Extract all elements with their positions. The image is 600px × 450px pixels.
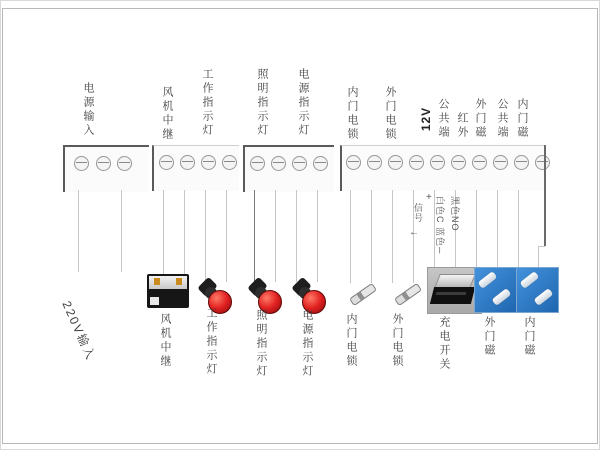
wire xyxy=(350,190,351,283)
screw-terminal xyxy=(117,156,132,171)
wire xyxy=(538,246,539,267)
wire xyxy=(476,190,477,267)
outer-door-lock-icon xyxy=(389,281,425,307)
top-label-lighting-lamp: 照明指示灯 xyxy=(256,68,268,138)
plus-annotation: + xyxy=(426,192,432,203)
bottom-label-220v-input: 220V输入 xyxy=(59,298,99,364)
screw-terminal xyxy=(493,155,508,170)
outer-door-magnet-icon xyxy=(474,267,517,313)
wire xyxy=(518,190,519,267)
screw-terminal xyxy=(367,155,382,170)
relay-contact xyxy=(154,278,160,285)
screw-terminal xyxy=(451,155,466,170)
screw-terminal xyxy=(222,155,237,170)
wire xyxy=(163,190,164,275)
bottom-label-outer-magnet: 外门磁 xyxy=(483,316,495,358)
inner-door-magnet-icon xyxy=(516,267,559,313)
top-label-power-input: 电源输入 xyxy=(82,82,94,138)
screw-terminal xyxy=(346,155,361,170)
screw-terminal xyxy=(159,155,174,170)
screw-terminal xyxy=(96,156,111,171)
bottom-label-inner-magnet: 内门磁 xyxy=(523,316,535,358)
bottom-label-fan-relay: 风机中继 xyxy=(159,313,171,369)
relay-contact xyxy=(176,278,182,285)
relay-label-patch xyxy=(150,297,159,305)
signal-annotation: 信号 xyxy=(413,203,423,223)
wire xyxy=(538,246,545,247)
wire xyxy=(317,190,318,282)
terminal-block-3 xyxy=(243,145,334,192)
wire xyxy=(78,190,79,272)
wire-color-label-right: 黑色NO xyxy=(450,196,460,232)
wire xyxy=(254,190,255,282)
screw-terminal xyxy=(250,156,265,171)
top-label-common-2: 公共端 xyxy=(496,98,508,140)
wire xyxy=(184,190,185,275)
terminal-block-1 xyxy=(63,145,149,192)
wire-color-label-left: 白色C 蓝色─ xyxy=(435,196,445,255)
magnet-sensor xyxy=(478,271,498,289)
screw-terminal xyxy=(388,155,403,170)
screw-terminal xyxy=(409,155,424,170)
charger-slot xyxy=(436,292,467,295)
lock-body xyxy=(394,283,422,306)
wire xyxy=(296,190,297,282)
screw-terminal xyxy=(430,155,445,170)
wire xyxy=(371,190,372,283)
terminal-block-4 xyxy=(340,145,546,191)
top-label-common-1: 公共端 xyxy=(437,98,449,140)
charger-body xyxy=(430,287,475,304)
top-label-outer-lock: 外门电锁 xyxy=(384,86,396,142)
top-label-work-lamp: 工作指示灯 xyxy=(201,68,213,138)
magnet-sensor xyxy=(492,288,512,306)
top-label-outer-magnet: 外门磁 xyxy=(474,98,486,140)
bottom-label-work-lamp: 工作指示灯 xyxy=(205,307,217,377)
screw-terminal xyxy=(271,156,286,171)
block4-right-border xyxy=(544,145,546,246)
wire xyxy=(392,190,393,283)
lock-body xyxy=(349,283,377,306)
bottom-label-power-lamp: 电源指示灯 xyxy=(301,309,313,379)
terminal-block-2 xyxy=(152,145,239,191)
magnet-sensor xyxy=(520,271,540,289)
wire xyxy=(226,190,227,282)
top-label-inner-magnet: 内门磁 xyxy=(516,98,528,140)
wire xyxy=(121,190,122,272)
screw-terminal xyxy=(74,156,89,171)
inner-door-lock-icon xyxy=(344,281,380,307)
screw-terminal xyxy=(514,155,529,170)
top-label-inner-lock: 内门电锁 xyxy=(346,86,358,142)
wire xyxy=(497,190,498,267)
top-label-infrared: 红外 xyxy=(456,112,468,140)
fan-relay-icon xyxy=(147,274,189,308)
screw-terminal xyxy=(180,155,195,170)
bottom-label-charging-switch: 充电开关 xyxy=(438,316,450,372)
bottom-label-lighting-lamp: 照明指示灯 xyxy=(255,309,267,379)
top-label-12v: 12V xyxy=(419,106,434,132)
signal-arrow: ← xyxy=(409,227,419,238)
charger-plate xyxy=(434,274,476,288)
screw-terminal xyxy=(201,155,216,170)
magnet-sensor xyxy=(534,288,554,306)
screw-terminal xyxy=(535,155,550,170)
wire xyxy=(205,190,206,282)
top-label-fan-relay: 风机中继 xyxy=(161,86,173,142)
screw-terminal xyxy=(472,155,487,170)
bottom-label-inner-lock: 内门电锁 xyxy=(345,313,357,369)
bottom-label-outer-lock: 外门电锁 xyxy=(391,313,403,369)
screw-terminal xyxy=(313,156,328,171)
screw-terminal xyxy=(292,156,307,171)
top-label-power-lamp: 电源指示灯 xyxy=(297,68,309,138)
wire xyxy=(275,190,276,282)
